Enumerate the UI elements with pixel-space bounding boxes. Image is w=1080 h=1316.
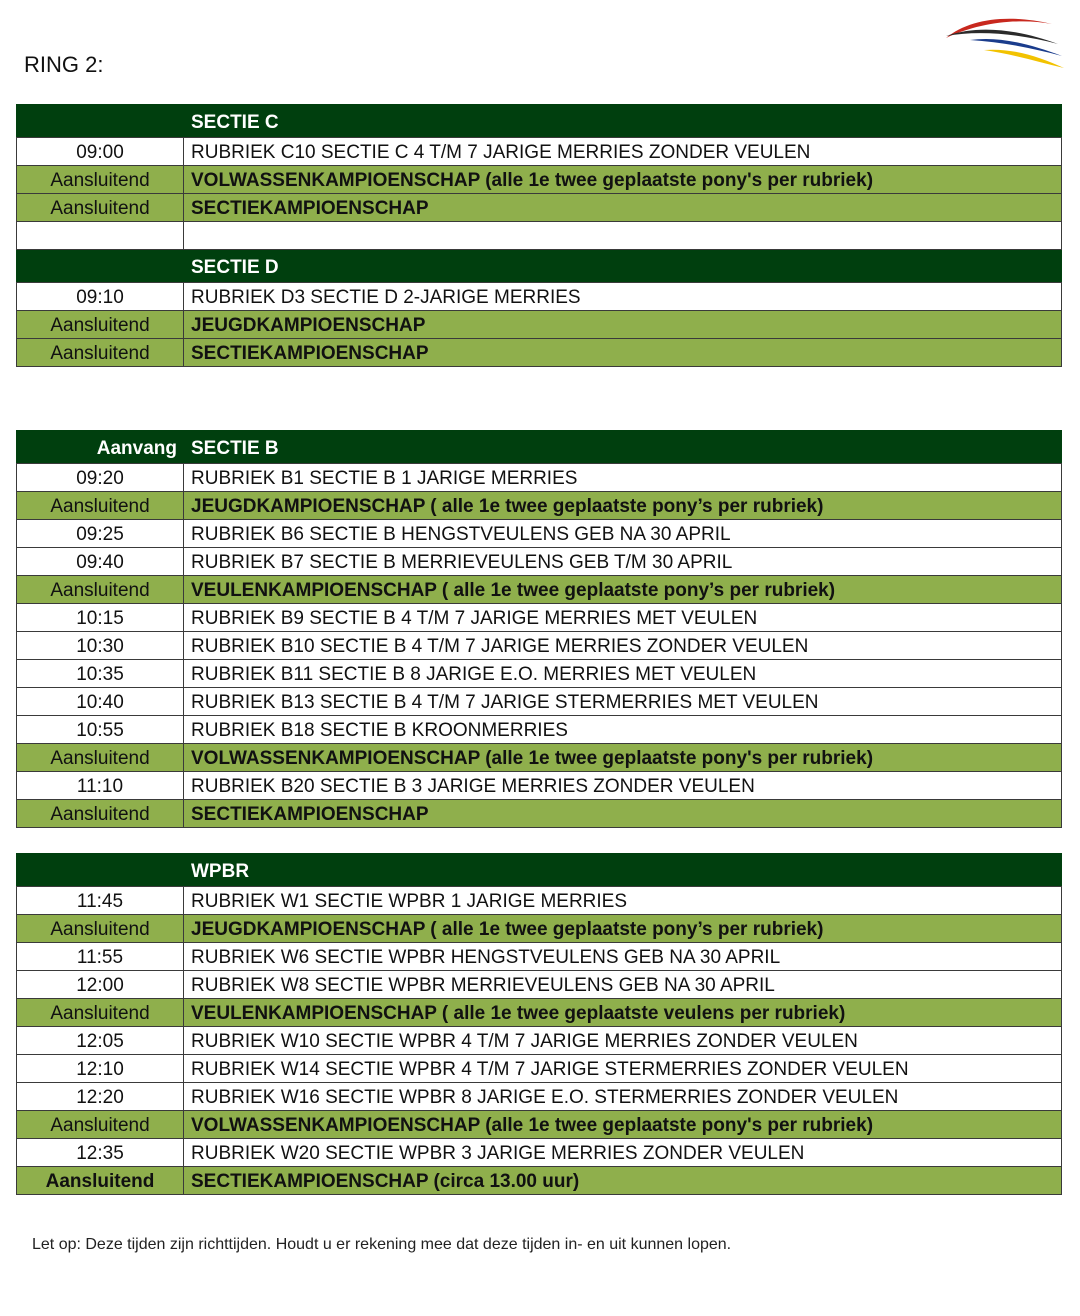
time-cell: Aanvang	[17, 431, 184, 464]
table-row	[17, 1111, 1062, 1139]
section-title: SECTIE D	[184, 250, 1062, 283]
description-cell: RUBRIEK D3 SECTIE D 2-JARIGE MERRIES	[184, 283, 1062, 311]
table-row	[17, 604, 1062, 632]
time-cell: 09:20	[17, 464, 184, 492]
description-cell: RUBRIEK B7 SECTIE B MERRIEVEULENS GEB T/M 30 APRIL	[184, 548, 1062, 576]
table-row	[17, 283, 1062, 311]
description-cell: RUBRIEK B18 SECTIE B KROONMERRIES	[184, 716, 1062, 744]
time-cell: 09:40	[17, 548, 184, 576]
table-row	[17, 464, 1062, 492]
table-row	[17, 688, 1062, 716]
time-cell: 09:00	[17, 138, 184, 166]
time-cell: 10:15	[17, 604, 184, 632]
table-row	[17, 576, 1062, 604]
description-cell: VOLWASSENKAMPIOENSCHAP (alle 1e twee geplaatste pony's per rubriek)	[184, 744, 1062, 772]
description-cell: RUBRIEK W8 SECTIE WPBR MERRIEVEULENS GEB NA 30 APRIL	[184, 971, 1062, 999]
section-title: SECTIE C	[184, 105, 1062, 138]
description-cell: JEUGDKAMPIOENSCHAP ( alle 1e twee geplaatste pony’s per rubriek)	[184, 492, 1062, 520]
time-cell: Aansluitend	[17, 576, 184, 604]
table-row	[17, 915, 1062, 943]
description-cell: RUBRIEK B1 SECTIE B 1 JARIGE MERRIES	[184, 464, 1062, 492]
time-cell: Aansluitend	[17, 311, 184, 339]
page-title: RING 2:	[24, 52, 104, 77]
section-header-row	[17, 431, 1062, 464]
description-cell: RUBRIEK B6 SECTIE B HENGSTVEULENS GEB NA 30 APRIL	[184, 520, 1062, 548]
description-cell: JEUGDKAMPIOENSCHAP	[184, 311, 1062, 339]
description-cell: SECTIEKAMPIOENSCHAP	[184, 800, 1062, 828]
description-cell: SECTIEKAMPIOENSCHAP (circa 13.00 uur)	[184, 1167, 1062, 1195]
table-row	[17, 138, 1062, 166]
section-header-row	[17, 854, 1062, 887]
time-cell	[17, 222, 184, 250]
schedule-table-sectie-c-d	[16, 104, 1062, 367]
table-row	[17, 1055, 1062, 1083]
time-cell: 10:30	[17, 632, 184, 660]
description-cell: VOLWASSENKAMPIOENSCHAP (alle 1e twee geplaatste pony's per rubriek)	[184, 1111, 1062, 1139]
description-cell: SECTIEKAMPIOENSCHAP	[184, 339, 1062, 367]
description-cell: RUBRIEK C10 SECTIE C 4 T/M 7 JARIGE MERRIES ZONDER VEULEN	[184, 138, 1062, 166]
description-cell: VEULENKAMPIOENSCHAP ( alle 1e twee geplaatste pony’s per rubriek)	[184, 576, 1062, 604]
table-row	[17, 1139, 1062, 1167]
table-row	[17, 744, 1062, 772]
description-cell: RUBRIEK W14 SECTIE WPBR 4 T/M 7 JARIGE STERMERRIES ZONDER VEULEN	[184, 1055, 1062, 1083]
description-cell: VEULENKAMPIOENSCHAP ( alle 1e twee geplaatste veulens per rubriek)	[184, 999, 1062, 1027]
table-row	[17, 166, 1062, 194]
section-header-row	[17, 250, 1062, 283]
description-cell: RUBRIEK B13 SECTIE B 4 T/M 7 JARIGE STERMERRIES MET VEULEN	[184, 688, 1062, 716]
table-row	[17, 971, 1062, 999]
description-cell: RUBRIEK W20 SECTIE WPBR 3 JARIGE MERRIES ZONDER VEULEN	[184, 1139, 1062, 1167]
table-row	[17, 800, 1062, 828]
section-title: WPBR	[184, 854, 1062, 887]
time-cell: Aansluitend	[17, 166, 184, 194]
table-row	[17, 660, 1062, 688]
table-row	[17, 1027, 1062, 1055]
table-row	[17, 772, 1062, 800]
footnote: Let op: Deze tijden zijn richttijden. Houdt u er rekening mee dat deze tijden in- en uit kunnen lopen.	[32, 1236, 732, 1253]
description-cell	[184, 222, 1062, 250]
description-cell: RUBRIEK B20 SECTIE B 3 JARIGE MERRIES ZONDER VEULEN	[184, 772, 1062, 800]
time-cell: Aansluitend	[17, 1167, 184, 1195]
time-cell: Aansluitend	[17, 915, 184, 943]
table-row	[17, 339, 1062, 367]
time-cell: Aansluitend	[17, 999, 184, 1027]
description-cell: RUBRIEK W10 SECTIE WPBR 4 T/M 7 JARIGE MERRIES ZONDER VEULEN	[184, 1027, 1062, 1055]
table-row	[17, 548, 1062, 576]
table-row	[17, 887, 1062, 915]
description-cell: RUBRIEK B10 SECTIE B 4 T/M 7 JARIGE MERRIES ZONDER VEULEN	[184, 632, 1062, 660]
time-cell: 12:05	[17, 1027, 184, 1055]
table-row	[17, 632, 1062, 660]
time-cell: Aansluitend	[17, 194, 184, 222]
time-cell: Aansluitend	[17, 744, 184, 772]
description-cell: RUBRIEK W16 SECTIE WPBR 8 JARIGE E.O. STERMERRIES ZONDER VEULEN	[184, 1083, 1062, 1111]
table-row	[17, 999, 1062, 1027]
table-row	[17, 716, 1062, 744]
table-row	[17, 520, 1062, 548]
time-cell: 09:10	[17, 283, 184, 311]
time-cell: 12:10	[17, 1055, 184, 1083]
time-cell: Aansluitend	[17, 1111, 184, 1139]
time-cell: 10:35	[17, 660, 184, 688]
time-cell: 10:55	[17, 716, 184, 744]
time-cell: Aansluitend	[17, 492, 184, 520]
table-row	[17, 1083, 1062, 1111]
table-row	[17, 222, 1062, 250]
description-cell: RUBRIEK W1 SECTIE WPBR 1 JARIGE MERRIES	[184, 887, 1062, 915]
description-cell: SECTIEKAMPIOENSCHAP	[184, 194, 1062, 222]
time-cell: 11:10	[17, 772, 184, 800]
table-row	[17, 194, 1062, 222]
swoosh-logo-icon	[940, 10, 1065, 80]
time-cell	[17, 854, 184, 887]
time-cell: 09:25	[17, 520, 184, 548]
schedule-table-sectie-b	[16, 430, 1062, 828]
time-cell: Aansluitend	[17, 339, 184, 367]
description-cell: JEUGDKAMPIOENSCHAP ( alle 1e twee geplaatste pony’s per rubriek)	[184, 915, 1062, 943]
time-cell: 12:20	[17, 1083, 184, 1111]
table-row	[17, 492, 1062, 520]
section-title: SECTIE B	[184, 431, 1062, 464]
table-row	[17, 311, 1062, 339]
table-row	[17, 943, 1062, 971]
description-cell: RUBRIEK B11 SECTIE B 8 JARIGE E.O. MERRIES MET VEULEN	[184, 660, 1062, 688]
table-row	[17, 1167, 1062, 1195]
time-cell: 11:45	[17, 887, 184, 915]
time-cell: 12:35	[17, 1139, 184, 1167]
section-header-row	[17, 105, 1062, 138]
time-cell: Aansluitend	[17, 800, 184, 828]
time-cell	[17, 105, 184, 138]
time-cell: 12:00	[17, 971, 184, 999]
description-cell: RUBRIEK W6 SECTIE WPBR HENGSTVEULENS GEB NA 30 APRIL	[184, 943, 1062, 971]
time-cell: 10:40	[17, 688, 184, 716]
description-cell: RUBRIEK B9 SECTIE B 4 T/M 7 JARIGE MERRIES MET VEULEN	[184, 604, 1062, 632]
schedule-table-wpbr	[16, 853, 1062, 1195]
time-cell	[17, 250, 184, 283]
description-cell: VOLWASSENKAMPIOENSCHAP (alle 1e twee geplaatste pony's per rubriek)	[184, 166, 1062, 194]
time-cell: 11:55	[17, 943, 184, 971]
